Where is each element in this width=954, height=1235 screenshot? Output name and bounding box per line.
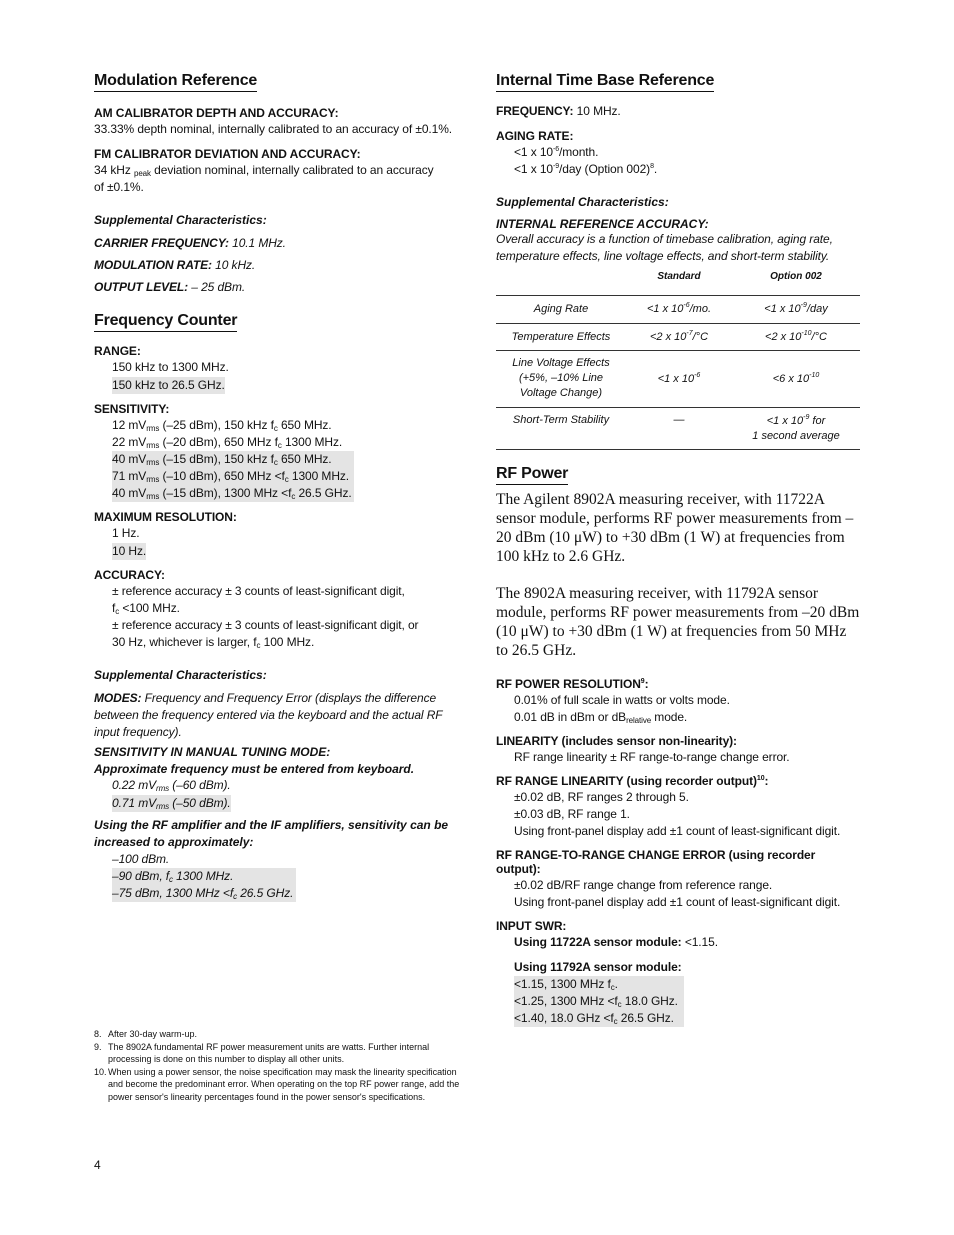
rf-power-resolution-label: RF POWER RESOLUTION$^9$: bbox=[496, 676, 649, 691]
section-title-rf-power: RF Power bbox=[496, 465, 568, 485]
right-column bbox=[496, 72, 862, 1027]
accuracy-label: ACCURACY: bbox=[94, 568, 165, 582]
max-resolution-label: MAXIMUM RESOLUTION: bbox=[94, 510, 237, 524]
amplifier-value-1: –100 dBm. bbox=[112, 852, 170, 866]
rf-power-paragraph-2: The 8902A measuring receiver, with 11792A sensor module, performs RF power measurements from –20 dBm (10 μW) to +30 dBm (1 W) at frequencies from 50 MHz to 26.5 GHz. bbox=[496, 584, 860, 659]
fm-calibrator-text-cont: of ±0.1%. bbox=[94, 180, 144, 194]
table-cell-label: Short-Term Stability bbox=[496, 407, 626, 449]
fm-calibrator-label: FM CALIBRATOR DEVIATION AND ACCURACY: bbox=[94, 147, 361, 161]
reference-accuracy-table bbox=[496, 269, 860, 450]
range-to-range-2: Using front-panel display add ±1 count of least-significant digit. bbox=[514, 894, 841, 909]
table-cell: <1 x $10^{-6}/mo$. bbox=[626, 295, 732, 323]
range-label: RANGE: bbox=[94, 344, 141, 358]
input-swr-11792a-label: Using 11792A sensor module: bbox=[514, 959, 682, 974]
max-resolution-1: 1 Hz. bbox=[112, 526, 140, 540]
fm-calibrator-text: 34 kHz $_{peak}$ deviation nominal, internally calibrated to an accuracy bbox=[94, 163, 434, 178]
supplemental-heading: Supplemental Characteristics: bbox=[496, 195, 669, 209]
amplifier-value-2: –90 dBm, $f_c$ 1300 MHz. bbox=[112, 869, 234, 884]
table-row bbox=[496, 323, 860, 350]
input-swr-line: <1.25, 1300 MHz $<f_c$ 18.0 GHz. bbox=[514, 993, 678, 1009]
modes-text: MODES: Frequency and Frequency Error (displays the difference between the frequency entered via the keyboard and the actual RF input frequency). bbox=[94, 691, 443, 739]
table-cell: <1 x $10^{-9}$/day bbox=[732, 295, 860, 323]
sensitivity-line: 22 $mV_{rms}$ (–20 dBm), 650 MHz $f_c$ 1300 MHz. bbox=[112, 435, 343, 450]
left-column bbox=[94, 72, 464, 902]
range-to-range-1: ±0.02 dB/RF range change from reference range. bbox=[514, 877, 773, 892]
supplemental-heading: Supplemental Characteristics: bbox=[94, 668, 267, 682]
output-level: OUTPUT LEVEL: – 25 dBm. bbox=[94, 280, 246, 294]
rf-range-linearity-2: ±0.03 dB, RF range 1. bbox=[514, 806, 630, 821]
am-calibrator-label: AM CALIBRATOR DEPTH AND ACCURACY: bbox=[94, 106, 339, 120]
table-cell: <2 x $10^{-10}/^\circ C$ bbox=[732, 323, 860, 350]
table-cell-label: Line Voltage Effects (+5%, –10% Line Voltage Change) bbox=[496, 350, 626, 407]
manual-tuning-value-2: 0.71 $mV_{rms}$ (–50 dBm). bbox=[112, 796, 231, 811]
rf-power-resolution-1: 0.01% of full scale in watts or volts mode. bbox=[514, 692, 730, 707]
input-swr-line: <1.15, 1300 MHz $f_c$. bbox=[514, 976, 618, 992]
range-value-2: 150 kHz to 26.5 GHz. bbox=[112, 378, 225, 392]
manual-tuning-label: SENSITIVITY IN MANUAL TUNING MODE: bbox=[94, 745, 331, 759]
supplemental-heading: Supplemental Characteristics: bbox=[94, 213, 267, 227]
range-value-1: 150 kHz to 1300 MHz. bbox=[112, 360, 229, 374]
amplifier-value-3: –75 dBm, 1300 MHz $<f_c$ 26.5 GHz. bbox=[112, 886, 294, 901]
amplifier-note: Using the RF amplifier and the IF amplifiers, sensitivity can be increased to approximately: bbox=[94, 818, 449, 849]
rf-power-resolution-2: 0.01 dB in dBm or $dB_{relative}$ mode. bbox=[514, 709, 688, 725]
table-row bbox=[496, 350, 860, 407]
accuracy-line: 30 Hz, whichever is larger, $f_c$ 100 MHz. bbox=[112, 635, 315, 650]
input-swr-label: INPUT SWR: bbox=[496, 918, 567, 933]
table-row bbox=[496, 407, 860, 449]
fm-calibrator-block bbox=[94, 147, 464, 196]
am-calibrator-block bbox=[94, 106, 464, 138]
sensitivity-line: 40 $mV_{rms}$ (–15 dBm), 150 kHz $f_c$ 650 MHz. bbox=[112, 452, 332, 467]
table-header-option-002: Option 002 bbox=[770, 271, 822, 282]
internal-reference-text: Overall accuracy is a function of timebase calibration, aging rate, temperature effects, line voltage effects, and short-term stability. bbox=[496, 232, 833, 263]
sensitivity-line: 71 $mV_{rms}$ (–10 dBm), 650 MHz $<f_c$ 1300 MHz. bbox=[112, 469, 350, 484]
table-row bbox=[496, 295, 860, 323]
modulation-rate: MODULATION RATE: 10 kHz. bbox=[94, 258, 256, 272]
sensitivity-line: 40 $mV_{rms}$ (–15 dBm), 1300 MHz $<f_c$ 26.5 GHz. bbox=[112, 486, 352, 501]
table-header-standard: Standard bbox=[657, 271, 701, 282]
section-title-modulation-reference: Modulation Reference bbox=[94, 72, 257, 92]
internal-reference-label: INTERNAL REFERENCE ACCURACY: bbox=[496, 217, 709, 231]
accuracy-line: ± reference accuracy ± 3 counts of least-significant digit, or bbox=[112, 618, 419, 632]
footnote: 9. The 8902A fundamental RF power measurement units are watts. Further internal processing is done on this number to display all other units. bbox=[94, 1041, 430, 1064]
table-cell: <2 x $10^{-7}/^\circ C$ bbox=[626, 323, 732, 350]
max-resolution-2: 10 Hz. bbox=[112, 544, 147, 558]
section-title-frequency-counter: Frequency Counter bbox=[94, 312, 237, 332]
rf-power-paragraph-1: The Agilent 8902A measuring receiver, with 11722A sensor module, performs RF power measurements from –20 dBm (10 μW) to +30 dBm (1 W) at frequencies from 100 kHz to 2.6 GHz. bbox=[496, 490, 854, 565]
carrier-frequency: CARRIER FREQUENCY: 10.1 MHz. bbox=[94, 236, 286, 250]
table-cell-label: Temperature Effects bbox=[496, 323, 626, 350]
table-cell: <6 x $10^{-10}$ bbox=[732, 350, 860, 407]
aging-rate-2: <1 x $10^{-9}$/day (Option 002)$^8$. bbox=[514, 162, 658, 176]
rf-range-linearity-label: RF RANGE LINEARITY (using recorder output)$^{10}$: bbox=[496, 773, 769, 788]
section-title-time-base: Internal Time Base Reference bbox=[496, 72, 714, 92]
linearity-1: RF range linearity ± RF range-to-range change error. bbox=[514, 749, 790, 764]
manual-tuning-note: Approximate frequency must be entered from keyboard. bbox=[94, 762, 415, 776]
sensitivity-line: 12 $mV_{rms}$ (–25 dBm), 150 kHz $f_c$ 650 MHz. bbox=[112, 418, 332, 433]
linearity-label: LINEARITY (includes sensor non-linearity): bbox=[496, 733, 737, 748]
range-to-range-label: RF RANGE-TO-RANGE CHANGE ERROR (using recorder output): bbox=[496, 847, 816, 876]
rf-range-linearity-3: Using front-panel display add ±1 count of least-significant digit. bbox=[514, 823, 841, 838]
footnote: 10. When using a power sensor, the noise specification may mask the linearity specification and become the predominant error. When operating on the top RF power range, add the power sensor's linearity percentages found in the power sensor's specifications. bbox=[94, 1066, 460, 1102]
table-cell: <1 x $10^{-6}$ bbox=[626, 350, 732, 407]
footnote: 8. After 30-day warm-up. bbox=[94, 1029, 198, 1039]
table-cell: — bbox=[626, 407, 732, 449]
input-swr-11722a: Using 11722A sensor module: <1.15. bbox=[514, 934, 718, 949]
aging-rate-1: <1 x $10^{-6}$/month. bbox=[514, 145, 599, 159]
am-calibrator-text: 33.33% depth nominal, internally calibrated to an accuracy of ±0.1%. bbox=[94, 122, 452, 136]
table-cell: <1 x $10^{-9}$ for 1 second average bbox=[732, 407, 860, 449]
input-swr-line: <1.40, 18.0 GHz $<f_c$ 26.5 GHz. bbox=[514, 1010, 674, 1026]
rf-range-linearity-1: ±0.02 dB, RF ranges 2 through 5. bbox=[514, 789, 689, 804]
footnotes bbox=[94, 1028, 460, 1103]
aging-rate-label: AGING RATE: bbox=[496, 129, 574, 143]
timebase-frequency: FREQUENCY: 10 MHz. bbox=[496, 104, 621, 118]
accuracy-line: $f_c <100$ MHz. bbox=[112, 601, 180, 616]
page-number: 4 bbox=[94, 1158, 101, 1172]
sensitivity-label: SENSITIVITY: bbox=[94, 402, 170, 416]
accuracy-line: ± reference accuracy ± 3 counts of least-significant digit, bbox=[112, 584, 405, 598]
manual-tuning-value-1: 0.22 $mV_{rms}$ (–60 dBm). bbox=[112, 778, 231, 793]
table-cell-label: Aging Rate bbox=[496, 295, 626, 323]
